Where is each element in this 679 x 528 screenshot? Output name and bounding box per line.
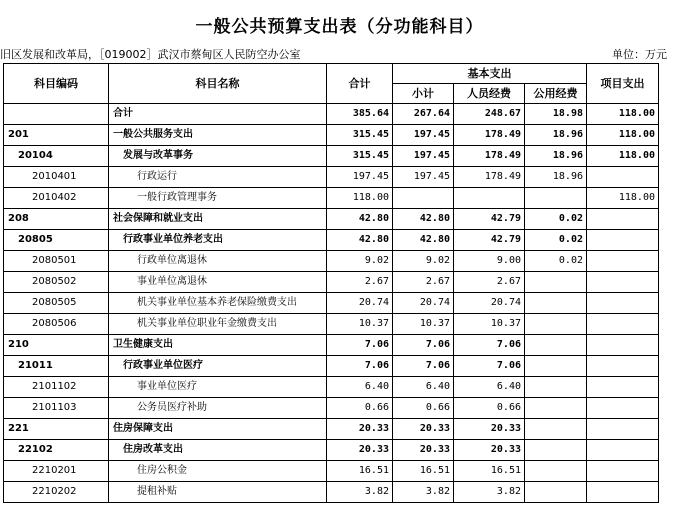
cell-personnel: 7.06: [454, 335, 525, 356]
cell-name: 住房公积金: [109, 461, 327, 482]
cell-name: 一般行政管理事务: [109, 188, 327, 209]
cell-code: 2080506: [4, 314, 109, 335]
cell-personnel: 10.37: [454, 314, 525, 335]
cell-subtotal: 0.66: [393, 398, 454, 419]
cell-project: [587, 230, 659, 251]
cell-project: [587, 440, 659, 461]
header-total: 合计: [327, 64, 393, 104]
cell-personnel: 3.82: [454, 482, 525, 503]
table-row: [4, 377, 659, 398]
cell-total: 2.67: [327, 272, 393, 293]
cell-code: 20104: [4, 146, 109, 167]
cell-name: 卫生健康支出: [109, 335, 327, 356]
cell-subtotal: 267.64: [393, 104, 454, 125]
cell-total: 7.06: [327, 335, 393, 356]
cell-name: 提租补贴: [109, 482, 327, 503]
cell-public: 18.96: [525, 146, 587, 167]
cell-total: 3.82: [327, 482, 393, 503]
cell-project: [587, 293, 659, 314]
cell-personnel: 16.51: [454, 461, 525, 482]
cell-code: 210: [4, 335, 109, 356]
table-row: [4, 419, 659, 440]
cell-code: 221: [4, 419, 109, 440]
cell-personnel: 42.79: [454, 209, 525, 230]
cell-public: [525, 188, 587, 209]
table-row: [4, 440, 659, 461]
cell-name: 机关事业单位职业年金缴费支出: [109, 314, 327, 335]
cell-project: [587, 167, 659, 188]
cell-public: [525, 482, 587, 503]
cell-total: 20.33: [327, 440, 393, 461]
cell-personnel: [454, 188, 525, 209]
cell-public: 0.02: [525, 230, 587, 251]
cell-subtotal: 16.51: [393, 461, 454, 482]
cell-personnel: 7.06: [454, 356, 525, 377]
cell-personnel: 178.49: [454, 125, 525, 146]
org-label: 旧区发展和改革局，［019002］武汉市蔡甸区人民防空办公室: [0, 48, 301, 61]
cell-public: [525, 377, 587, 398]
cell-personnel: 20.33: [454, 440, 525, 461]
cell-code: 2101102: [4, 377, 109, 398]
cell-subtotal: 197.45: [393, 146, 454, 167]
header-subtotal: 小计: [393, 84, 454, 104]
cell-code: 2210202: [4, 482, 109, 503]
cell-public: [525, 272, 587, 293]
cell-public: [525, 461, 587, 482]
header-row-1: [4, 64, 659, 84]
cell-name: 住房保障支出: [109, 419, 327, 440]
table-row: [4, 251, 659, 272]
cell-public: [525, 419, 587, 440]
cell-personnel: 0.66: [454, 398, 525, 419]
cell-subtotal: 3.82: [393, 482, 454, 503]
cell-personnel: 20.33: [454, 419, 525, 440]
header-public: 公用经费: [525, 84, 587, 104]
cell-personnel: 2.67: [454, 272, 525, 293]
cell-name: 行政事业单位医疗: [109, 356, 327, 377]
cell-subtotal: 9.02: [393, 251, 454, 272]
cell-subtotal: 42.80: [393, 209, 454, 230]
table-body: [4, 104, 659, 503]
header-basic: 基本支出: [393, 64, 587, 84]
cell-total: 16.51: [327, 461, 393, 482]
cell-project: [587, 356, 659, 377]
cell-project: [587, 335, 659, 356]
cell-subtotal: 10.37: [393, 314, 454, 335]
cell-total: 315.45: [327, 125, 393, 146]
cell-code: 2210201: [4, 461, 109, 482]
cell-subtotal: 7.06: [393, 356, 454, 377]
cell-project: 118.00: [587, 146, 659, 167]
table-row: [4, 335, 659, 356]
table-row: [4, 167, 659, 188]
cell-total: 42.80: [327, 230, 393, 251]
table-row: [4, 125, 659, 146]
cell-project: 118.00: [587, 188, 659, 209]
cell-total: 197.45: [327, 167, 393, 188]
table-row: [4, 398, 659, 419]
header-code: 科目编码: [4, 64, 109, 104]
cell-personnel: 20.74: [454, 293, 525, 314]
cell-personnel: 9.00: [454, 251, 525, 272]
cell-code: 22102: [4, 440, 109, 461]
table-row: [4, 272, 659, 293]
cell-public: 0.02: [525, 209, 587, 230]
cell-project: [587, 419, 659, 440]
cell-project: [587, 461, 659, 482]
cell-total: 9.02: [327, 251, 393, 272]
cell-total: 20.74: [327, 293, 393, 314]
cell-personnel: 178.49: [454, 146, 525, 167]
cell-public: 18.96: [525, 167, 587, 188]
table-row: [4, 356, 659, 377]
table-row: [4, 293, 659, 314]
cell-subtotal: [393, 188, 454, 209]
report-title: 一般公共预算支出表（分功能科目）: [195, 17, 484, 37]
cell-name: 住房改革支出: [109, 440, 327, 461]
cell-code: 2010402: [4, 188, 109, 209]
cell-subtotal: 7.06: [393, 335, 454, 356]
cell-subtotal: 197.45: [393, 125, 454, 146]
cell-project: [587, 398, 659, 419]
cell-name: 行政单位离退休: [109, 251, 327, 272]
cell-project: [587, 314, 659, 335]
header-name: 科目名称: [109, 64, 327, 104]
cell-code: 2080502: [4, 272, 109, 293]
cell-total: 315.45: [327, 146, 393, 167]
cell-subtotal: 2.67: [393, 272, 454, 293]
cell-public: [525, 335, 587, 356]
cell-subtotal: 20.33: [393, 419, 454, 440]
cell-project: [587, 209, 659, 230]
cell-total: 0.66: [327, 398, 393, 419]
cell-name: 社会保障和就业支出: [109, 209, 327, 230]
cell-subtotal: 6.40: [393, 377, 454, 398]
cell-public: 18.96: [525, 125, 587, 146]
cell-subtotal: 20.74: [393, 293, 454, 314]
cell-name: 行政事业单位养老支出: [109, 230, 327, 251]
header-project: 项目支出: [587, 64, 659, 104]
table-row: [4, 230, 659, 251]
table-row: [4, 461, 659, 482]
cell-public: [525, 356, 587, 377]
cell-project: [587, 272, 659, 293]
cell-code: 2080501: [4, 251, 109, 272]
cell-subtotal: 20.33: [393, 440, 454, 461]
cell-code: 21011: [4, 356, 109, 377]
header-personnel: 人员经费: [454, 84, 525, 104]
table-row: [4, 314, 659, 335]
cell-project: 118.00: [587, 104, 659, 125]
cell-subtotal: 42.80: [393, 230, 454, 251]
cell-total: 385.64: [327, 104, 393, 125]
cell-total: 118.00: [327, 188, 393, 209]
cell-project: [587, 482, 659, 503]
cell-personnel: 248.67: [454, 104, 525, 125]
cell-project: 118.00: [587, 125, 659, 146]
cell-personnel: 178.49: [454, 167, 525, 188]
cell-name: 发展与改革事务: [109, 146, 327, 167]
cell-name: 事业单位离退休: [109, 272, 327, 293]
table-row: [4, 188, 659, 209]
cell-code: 2080505: [4, 293, 109, 314]
cell-code: [4, 104, 109, 125]
cell-name: 一般公共服务支出: [109, 125, 327, 146]
cell-public: [525, 314, 587, 335]
cell-public: [525, 398, 587, 419]
table-row: [4, 146, 659, 167]
cell-total: 42.80: [327, 209, 393, 230]
table-row: [4, 209, 659, 230]
cell-public: 0.02: [525, 251, 587, 272]
cell-total: 10.37: [327, 314, 393, 335]
table-row: [4, 482, 659, 503]
cell-personnel: 6.40: [454, 377, 525, 398]
cell-code: 20805: [4, 230, 109, 251]
cell-total: 20.33: [327, 419, 393, 440]
table-row: [4, 104, 659, 125]
cell-name: 合计: [109, 104, 327, 125]
cell-total: 6.40: [327, 377, 393, 398]
cell-name: 机关事业单位基本养老保险缴费支出: [109, 293, 327, 314]
cell-code: 2010401: [4, 167, 109, 188]
unit-label: 单位：万元: [612, 48, 667, 61]
cell-personnel: 42.79: [454, 230, 525, 251]
cell-public: [525, 440, 587, 461]
cell-code: 201: [4, 125, 109, 146]
cell-public: [525, 293, 587, 314]
expenditure-table: [3, 63, 659, 503]
cell-name: 行政运行: [109, 167, 327, 188]
cell-project: [587, 377, 659, 398]
cell-project: [587, 251, 659, 272]
cell-subtotal: 197.45: [393, 167, 454, 188]
cell-code: 208: [4, 209, 109, 230]
cell-code: 2101103: [4, 398, 109, 419]
cell-name: 公务员医疗补助: [109, 398, 327, 419]
cell-public: 18.98: [525, 104, 587, 125]
cell-name: 事业单位医疗: [109, 377, 327, 398]
cell-total: 7.06: [327, 356, 393, 377]
